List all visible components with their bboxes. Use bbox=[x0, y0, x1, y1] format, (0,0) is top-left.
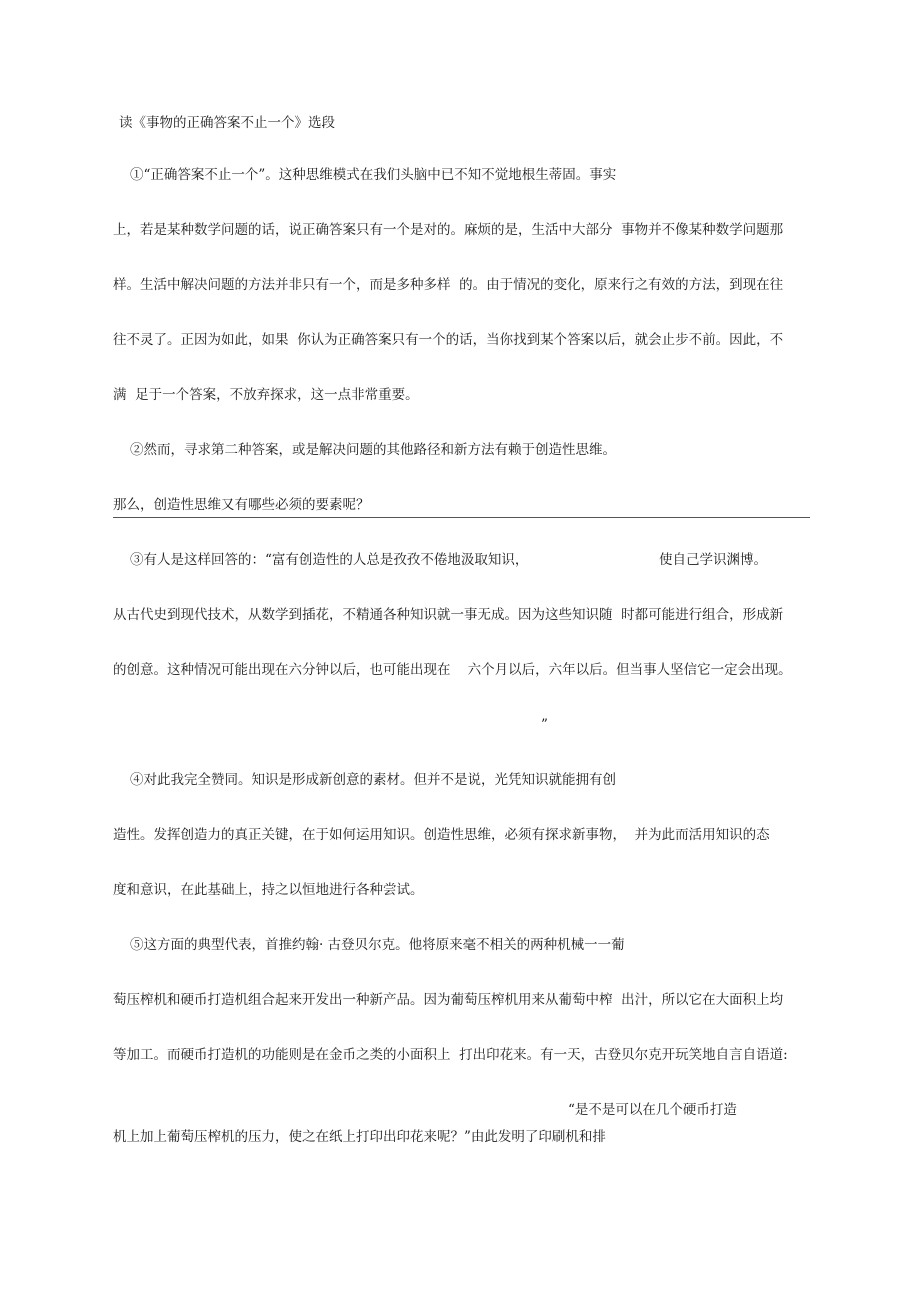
paragraph-3-line-1b: 使自己学识渊博。 bbox=[659, 552, 767, 568]
paragraph-3-line-1a: ③有人是这样回答的：“富有创造性的人总是孜孜不倦地汲取知识， bbox=[130, 552, 529, 568]
paragraph-5-line-5: 机上加上葡萄压榨机的压力，使之在纸上打印出印花来呢？”由此发明了印刷机和排 bbox=[113, 1129, 606, 1145]
paragraph-4-line-3: 度和意识，在此基础上，持之以恒地进行各种尝试。 bbox=[113, 882, 424, 898]
paragraph-5-line-2: 萄压榨机和硬币打造机组合起来开发出一种新产品。因为葡萄压榨机用来从葡萄中榨 出汁，所以它在大面积上均 bbox=[113, 992, 784, 1008]
paragraph-3-line-2: 从古代史到现代技术，从数学到插花，不精通各种知识就一事无成。因为这些知识随 时都可能进行组合，形成新 bbox=[113, 607, 784, 623]
paragraph-5-line-1: ⑤这方面的典型代表，首推约翰· 古登贝尔克。他将原来毫不相关的两种机械一一葡 bbox=[130, 937, 625, 953]
horizontal-divider bbox=[113, 517, 810, 518]
paragraph-2-line-1: ②然而，寻求第二种答案，或是解决问题的其他路径和新方法有赖于创造性思维。 bbox=[130, 442, 616, 458]
document-title: 读《事物的正确答案不止一个》选段 bbox=[119, 115, 335, 131]
paragraph-1-line-3: 样。生活中解决问题的方法并非只有一个，而是多种多样 的。由于情况的变化，原来行之有效的方法，到现在往 bbox=[113, 277, 784, 293]
paragraph-2-line-2: 那么，创造性思维又有哪些必须的要素呢？ bbox=[113, 497, 370, 513]
paragraph-1-line-4: 往不灵了。正因为如此，如果 你认为正确答案只有一个的话，当你找到某个答案以后，就会止步不前。因此，不 bbox=[113, 332, 784, 348]
paragraph-1-line-2: 上，若是某种数学问题的话，说正确答案只有一个是对的。麻烦的是，生活中大部分 事物并不像某种数学问题那 bbox=[113, 222, 784, 238]
paragraph-3-line-3: 的创意。这种情况可能出现在六分钟以后，也可能出现在 六个月以后，六年以后。但当事人坚信它一定会出现。 bbox=[113, 662, 792, 678]
paragraph-4-line-1: ④对此我完全赞同。知识是形成新创意的素材。但并不是说，光凭知识就能拥有创 bbox=[130, 772, 616, 788]
paragraph-3-closing-quote: ” bbox=[541, 717, 548, 733]
paragraph-5-line-4: “是不是可以在几个硬币打造 bbox=[568, 1102, 737, 1118]
paragraph-4-line-2: 造性。发挥创造力的真正关键，在于如何运用知识。创造性思维，必须有探求新事物， 并为此而活用知识的态 bbox=[113, 827, 770, 843]
paragraph-1-line-1: ①“正确答案不止一个”。这种思维模式在我们头脑中已不知不觉地根生蒂固。事实 bbox=[130, 167, 617, 183]
paragraph-1-line-5: 满 足于一个答案，不放弃探求，这一点非常重要。 bbox=[113, 387, 419, 403]
paragraph-5-line-3: 等加工。而硬币打造机的功能则是在金币之类的小面积上 打出印花来。有一天，古登贝尔克开玩笑地自言自语道: bbox=[113, 1047, 788, 1063]
